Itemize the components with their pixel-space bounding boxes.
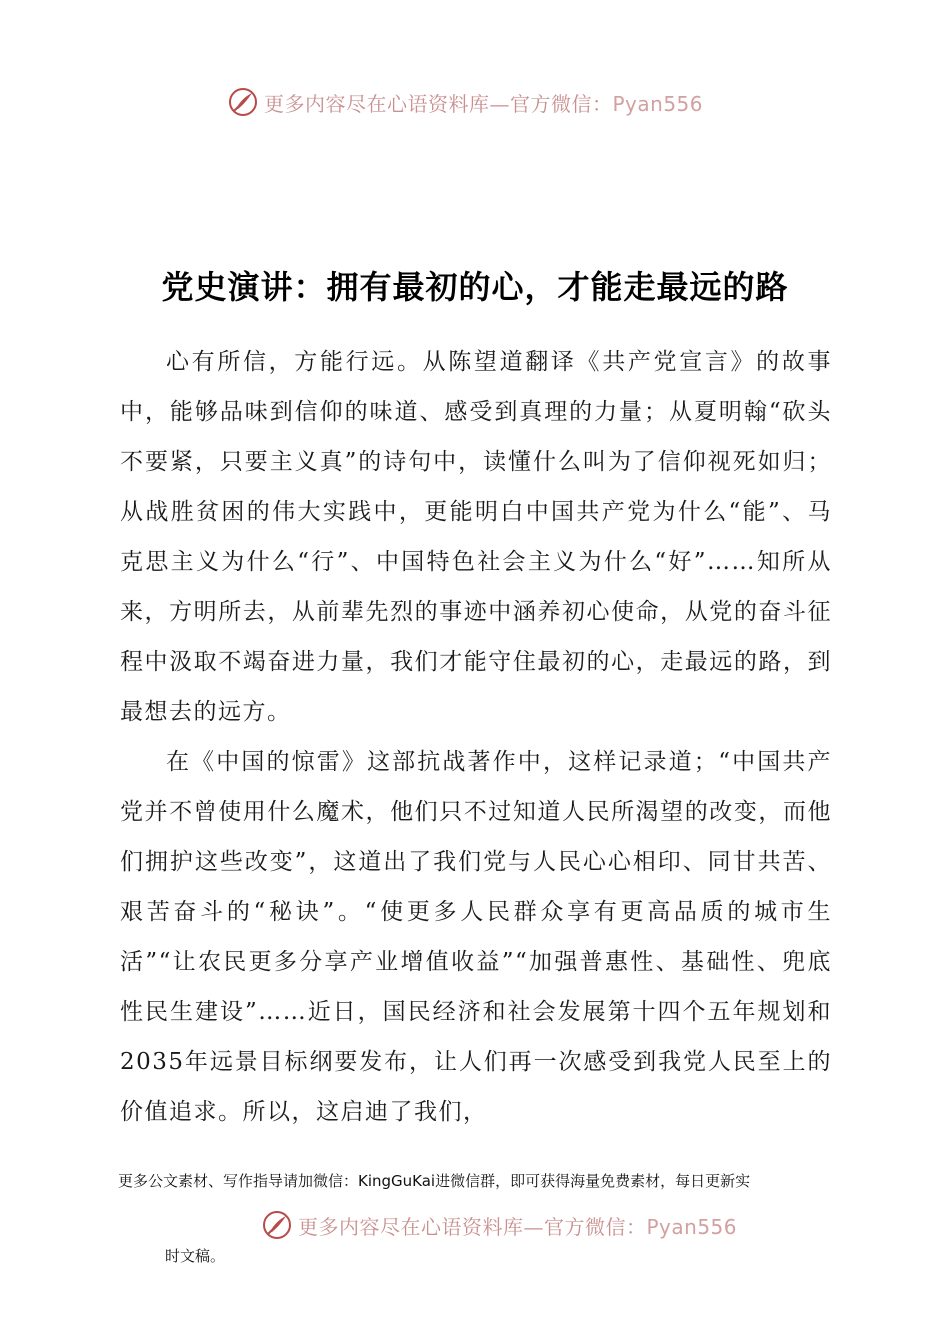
footer-note-tail: 时文稿。 xyxy=(165,1247,226,1265)
watermark-label: 更多内容尽在心语资料库—官方微信： xyxy=(298,1214,647,1239)
watermark-wechat-id: Pyan556 xyxy=(612,91,704,116)
watermark-text xyxy=(264,88,703,117)
document-title: 党史演讲：拥有最初的心，才能走最远的路 xyxy=(161,268,789,306)
watermark-text xyxy=(298,1211,737,1240)
document-body xyxy=(120,337,832,1137)
watermark-label: 更多内容尽在心语资料库—官方微信： xyxy=(264,91,613,116)
watermark-banner-top xyxy=(228,82,703,122)
quill-logo-icon xyxy=(228,87,258,117)
paragraph: 在《中国的惊雷》这部抗战著作中，这样记录道；“中国共产党并不曾使用什么魔术，他们只不过知道人民所渴望的改变，而他们拥护这些改变”，这道出了我们党与人民心心相印、同甘共苦、艰苦奋斗的“秘诀”。“使更多人民群众享有更高品质的城市生活”“让农民更多分享产业增值收益”“加强普惠性、基础性、兜底性民生建设”……近日，国民经济和社会发展第十四个五年规划和2035年远景目标纲要发布，让人们再一次感受到我党人民至上的价值追求。所以，这启迪了我们， xyxy=(120,749,832,1125)
paragraph: 心有所信，方能行远。从陈望道翻译《共产党宣言》的故事中，能够品味到信仰的味道、感受到真理的力量；从夏明翰“砍头不要紧，只要主义真”的诗句中，读懂什么叫为了信仰视死如归；从战胜贫困的伟大实践中，更能明白中国共产党为什么“能”、马克思主义为什么“行”、中国特色社会主义为什么“好”……知所从来，方明所去，从前辈先烈的事迹中涵养初心使命，从党的奋斗征程中汲取不竭奋进力量，我们才能守住最初的心，走最远的路，到最想去的远方。 xyxy=(120,349,832,725)
footer-note: 更多公文素材、写作指导请加微信：KingGuKai进微信群，即可获得海量免费素材，每日更新实 xyxy=(118,1172,751,1190)
quill-logo-icon xyxy=(262,1210,292,1240)
watermark-wechat-id: Pyan556 xyxy=(646,1214,738,1239)
watermark-banner-bottom xyxy=(262,1205,737,1245)
